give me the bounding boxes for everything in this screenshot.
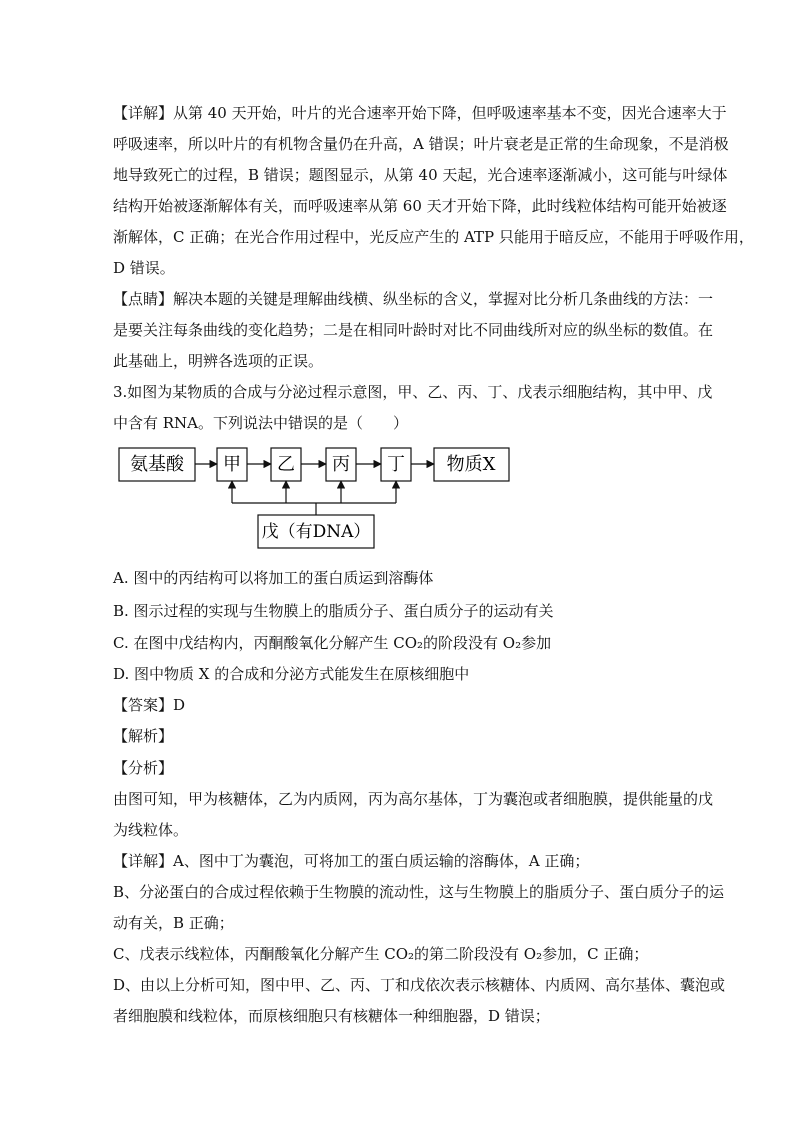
detail-line: 者细胞膜和线粒体，而原核细胞只有核糖体一种细胞器，D 错误； <box>113 1007 550 1025</box>
jiexi-heading: 【解析】 <box>113 727 174 745</box>
detail-paragraph-line: 【详解】从第 40 天开始，叶片的光合速率开始下降，但呼吸速率基本不变，因光合速率大于 <box>113 104 727 122</box>
detail-paragraph-line: 地导致死亡的过程，B 错误；题图显示，从第 40 天起，光合速率逐渐减小，这可能与叶绿体 <box>113 166 728 184</box>
detail-line: 【详解】A、图中丁为囊泡，可将加工的蛋白质运输的溶酶体，A 正确； <box>113 852 590 870</box>
source-label: 戊（有DNA） <box>261 522 371 542</box>
synthesis-secretion-diagram <box>118 444 518 550</box>
detail-paragraph-line: 结构开始被逐渐解体有关，而呼吸速率从第 60 天才开始下降，此时线粒体结构可能开始被逐 <box>113 197 727 215</box>
amino-acid-label: 氨基酸 <box>130 454 184 475</box>
question-stem-line: 中含有 RNA。下列说法中错误的是（ ） <box>113 414 409 432</box>
detail-paragraph-line: D 错误。 <box>113 259 175 277</box>
option-b: B. 图示过程的实现与生物膜上的脂质分子、蛋白质分子的运动有关 <box>113 602 554 620</box>
fenxi-heading: 【分析】 <box>113 759 174 777</box>
fenxi-text-line: 由图可知，甲为核糖体，乙为内质网，丙为高尔基体，丁为囊泡或者细胞膜，提供能量的戊 <box>113 790 714 808</box>
detail-paragraph-line: 呼吸速率，所以叶片的有机物含量仍在升高，A 错误；叶片衰老是正常的生命现象，不是消极 <box>113 135 729 153</box>
detail-paragraph-line: 渐解体，C 正确；在光合作用过程中，光反应产生的 ATP 只能用于暗反应，不能用于呼吸作用， <box>113 228 754 246</box>
detail-line: D、由以上分析可知，图中甲、乙、丙、丁和戊依次表示核糖体、内质网、高尔基体、囊泡或 <box>113 976 726 994</box>
fenxi-text-line: 为线粒体。 <box>113 821 189 839</box>
detail-line: B、分泌蛋白的合成过程依赖于生物膜的流动性，这与生物膜上的脂质分子、蛋白质分子的运 <box>113 883 725 901</box>
question-stem-line: 3.如图为某物质的合成与分泌过程示意图，甲、乙、丙、丁、戊表示细胞结构，其中甲、戊 <box>113 383 713 401</box>
detail-line: 动有关，B 正确； <box>113 914 234 932</box>
option-c: C. 在图中戊结构内，丙酮酸氧化分解产生 CO₂的阶段没有 O₂参加 <box>113 634 552 652</box>
structure-jia-label: 甲 <box>223 454 241 475</box>
structure-bing-label: 丙 <box>332 454 350 475</box>
option-d: D. 图中物质 X 的合成和分泌方式能发生在原核细胞中 <box>113 665 470 683</box>
dianjing-paragraph-line: 此基础上，明辨各选项的正误。 <box>113 352 324 370</box>
structure-yi-label: 乙 <box>277 454 295 475</box>
option-a: A. 图中的丙结构可以将加工的蛋白质运到溶酶体 <box>113 569 434 587</box>
dianjing-paragraph-line: 【点睛】解决本题的关键是理解曲线横、纵坐标的含义，掌握对比分析几条曲线的方法：一 <box>113 290 714 308</box>
substance-x-label: 物质X <box>446 454 496 475</box>
answer-line: 【答案】D <box>113 696 186 714</box>
detail-line: C、戊表示线粒体，丙酮酸氧化分解产生 CO₂的第二阶段没有 O₂参加，C 正确； <box>113 945 649 963</box>
structure-ding-label: 丁 <box>387 454 405 475</box>
dianjing-paragraph-line: 是要关注每条曲线的变化趋势；二是在相同叶龄时对比不同曲线所对应的纵坐标的数值。在 <box>113 321 714 339</box>
